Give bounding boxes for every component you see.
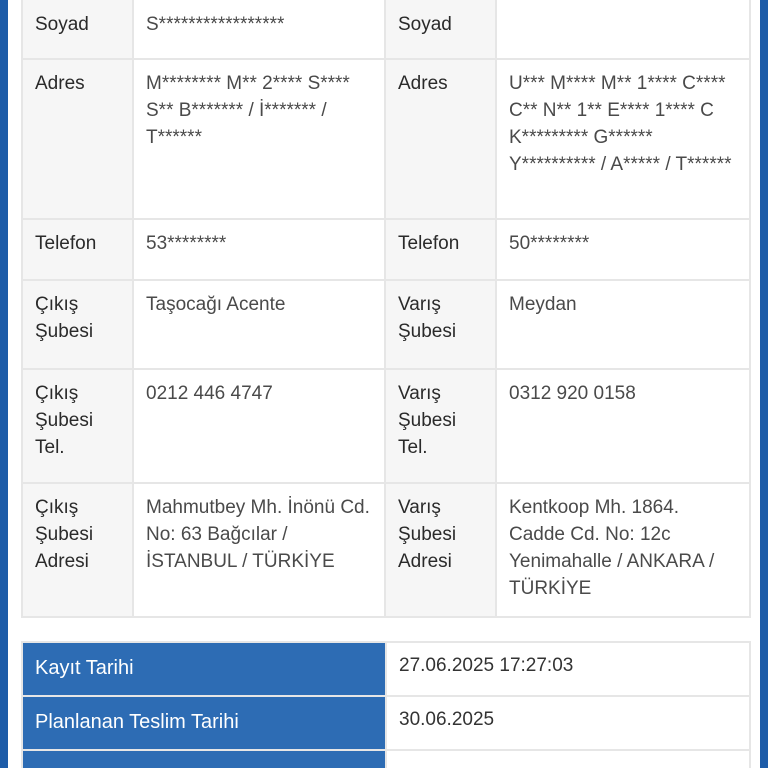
table-row [23, 370, 749, 484]
arrival-branch-phone-label: Varış Şubesi Tel. [386, 370, 497, 482]
table-row [23, 484, 749, 616]
planned-delivery-date-value: 30.06.2025 [385, 697, 749, 749]
receiver-phone-label: Telefon [386, 220, 497, 279]
sender-receiver-table [21, 0, 751, 618]
sender-address-label: Adres [23, 60, 134, 218]
receiver-surname-label: Soyad [386, 0, 497, 58]
next-row-value [385, 751, 749, 768]
planned-delivery-date-label: Planlanan Teslim Tarihi [23, 697, 385, 749]
sender-phone-label: Telefon [23, 220, 134, 279]
receiver-address-value: U*** M**** M** 1**** C**** C** N** 1** E**** 1**** C K********* G****** Y********** / A***** / T****** [497, 60, 745, 218]
departure-branch-value: Taşocağı Acente [134, 281, 386, 368]
sender-phone-value: 53******** [134, 220, 386, 279]
table-row [23, 643, 749, 697]
dates-table [21, 641, 751, 768]
departure-branch-label: Çıkış Şubesi [23, 281, 134, 368]
arrival-branch-label: Varış Şubesi [386, 281, 497, 368]
table-row [23, 0, 749, 60]
departure-branch-address-value: Mahmutbey Mh. İnönü Cd. No: 63 Bağcılar / İSTANBUL / TÜRKİYE [134, 484, 386, 616]
departure-branch-phone-value: 0212 446 4747 [134, 370, 386, 482]
table-row [23, 281, 749, 370]
departure-branch-address-label: Çıkış Şubesi Adresi [23, 484, 134, 616]
arrival-branch-value: Meydan [497, 281, 745, 368]
sender-surname-value: S***************** [134, 0, 386, 58]
arrival-branch-address-value: Kentkoop Mh. 1864. Cadde Cd. No: 12c Yenimahalle / ANKARA / TÜRKİYE [497, 484, 745, 616]
registration-date-label: Kayıt Tarihi [23, 643, 385, 695]
receiver-address-label: Adres [386, 60, 497, 218]
receiver-surname-value [497, 0, 745, 58]
shipment-detail-page [8, 0, 760, 768]
table-row [23, 220, 749, 281]
table-row [23, 697, 749, 751]
receiver-phone-value: 50******** [497, 220, 745, 279]
registration-date-value: 27.06.2025 17:27:03 [385, 643, 749, 695]
sender-address-value: M******** M** 2**** S**** S** B******* / İ******* / T****** [134, 60, 386, 218]
departure-branch-phone-label: Çıkış Şubesi Tel. [23, 370, 134, 482]
table-row [23, 60, 749, 220]
arrival-branch-phone-value: 0312 920 0158 [497, 370, 745, 482]
next-row-label [23, 751, 385, 768]
table-row [23, 751, 749, 768]
sender-surname-label: Soyad [23, 0, 134, 58]
arrival-branch-address-label: Varış Şubesi Adresi [386, 484, 497, 616]
